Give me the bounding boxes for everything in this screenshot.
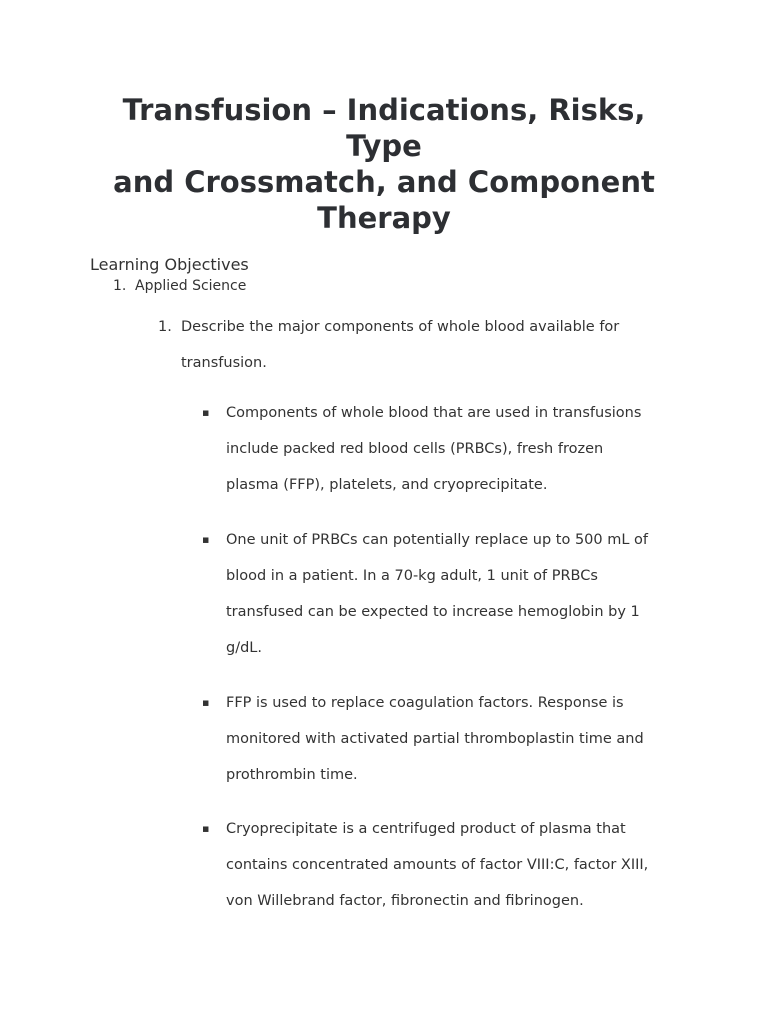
list-number: 1. (158, 319, 172, 335)
title-line-4: Therapy (317, 201, 451, 235)
list-number: 1. (113, 278, 127, 294)
section-heading: Learning Objectives (90, 255, 249, 274)
bullet-marker-icon: ▪ (202, 406, 210, 419)
bullet-item (202, 395, 652, 503)
title-line-1: Transfusion – Indications, Risks, (122, 93, 646, 127)
bullet-text: One unit of PRBCs can potentially replace up to 500 mL of blood in a patient. In a 70-kg adult, 1 unit of PRBCs transfused can be expected to increase hemoglobin by 1 g/dL. (226, 532, 649, 656)
bullet-marker-icon: ▪ (202, 822, 210, 835)
page-title (90, 92, 678, 236)
bullet-text: FFP is used to replace coagulation factors. Response is monitored with activated partial thromboplastin time and prothrombin time. (226, 695, 644, 783)
bullet-marker-icon: ▪ (202, 533, 210, 546)
list-item-level1 (113, 277, 246, 295)
bullet-item (202, 811, 652, 919)
bullet-marker-icon: ▪ (202, 696, 210, 709)
bullet-text: Cryoprecipitate is a centrifuged product of plasma that contains concentrated amounts of factor VIII:C, factor XIII, von Willebrand factor, fibronectin and fibrinogen. (226, 821, 649, 909)
title-line-3: and Crossmatch, and Component (113, 165, 655, 199)
bullet-text: Components of whole blood that are used in transfusions include packed red blood cells (PRBCs), fresh frozen plasma (FFP), platelets, and cryoprecipitate. (226, 405, 642, 493)
list-item-label: Applied Science (135, 278, 247, 294)
list-item-text: Describe the major components of whole blood available for transfusion. (181, 319, 620, 371)
bullet-item (202, 685, 652, 793)
list-item-level2 (158, 309, 628, 381)
bullet-item (202, 522, 652, 666)
title-line-2: Type (346, 129, 422, 163)
